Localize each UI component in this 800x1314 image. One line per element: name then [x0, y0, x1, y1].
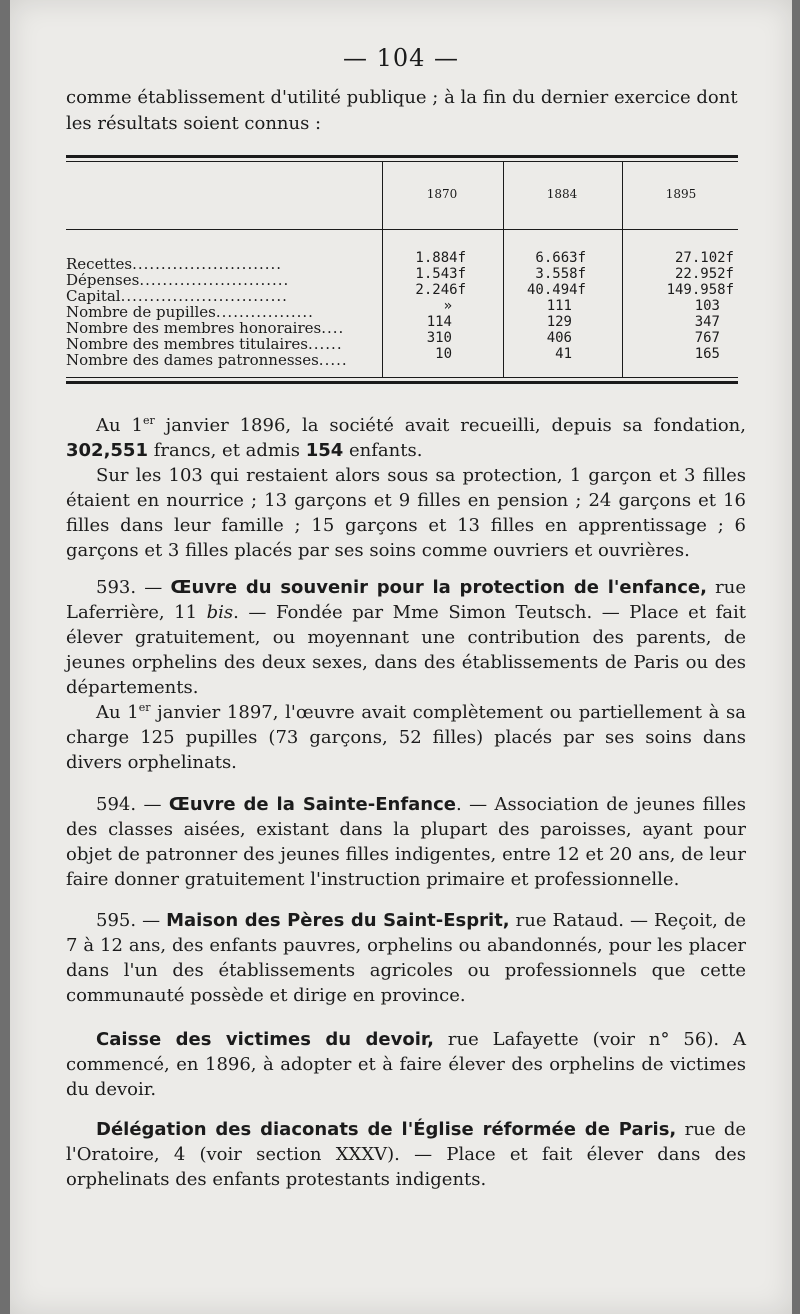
- column-divider: [503, 162, 504, 377]
- column-divider: [382, 162, 383, 377]
- cell-pupilles-1884: 111: [546, 298, 572, 314]
- entry-593-paragraph: 593. — Œuvre du souvenir pour la protection de l'enfance, rue Laferrière, 11 bis. — Fondée par Mme Simon Teutsch. — Place et fait élever gratuitement, ou moyennant une contribution des parents, de jeunes orphelins des deux sexes, dans des établissements de Paris ou des départements.: [66, 577, 746, 698]
- cell-dames-1884: 41: [555, 346, 572, 362]
- summary-paragraph: Au 1er janvier 1896, la société avait recueilli, depuis sa fondation, 302,551 francs, et admis 154 enfants.: [66, 414, 746, 461]
- entry-delegation-paragraph: Délégation des diaconats de l'Église réformée de Paris, rue de l'Oratoire, 4 (voir section XXXV). — Place et fait élever dans des orphelinats des enfants protestants indigents.: [66, 1119, 747, 1190]
- book-page: [10, 0, 792, 1314]
- cell-depenses-1870: 1.543f: [415, 266, 466, 282]
- entry-594: [66, 792, 746, 892]
- cell-titulaires-1884: 406: [546, 330, 572, 346]
- cell-depenses-1895: 22.952f: [674, 266, 734, 282]
- cell-recettes-1884: 6.663f: [535, 250, 586, 266]
- column-header-1895: 1895: [665, 187, 697, 201]
- entry-caisse: [66, 1027, 746, 1102]
- column-divider: [622, 162, 623, 377]
- entry-delegation-title: Délégation des diaconats de l'Église réformée de Paris,: [96, 1119, 677, 1140]
- row-label-recettes: Recettes..........................: [66, 257, 283, 272]
- cell-titulaires-1870: 310: [426, 330, 452, 346]
- entry-delegation: [66, 1117, 746, 1192]
- row-label-titulaires: Nombre des membres titulaires......: [66, 337, 343, 352]
- entry-caisse-title: Caisse des victimes du devoir,: [96, 1029, 434, 1050]
- entry-594-title: Œuvre de la Sainte-Enfance: [168, 794, 456, 815]
- cell-pupilles-1895: 103: [694, 298, 720, 314]
- row-label-pupilles: Nombre de pupilles.................: [66, 305, 314, 320]
- cell-honoraires-1895: 347: [694, 314, 720, 330]
- row-label-dames: Nombre des dames patronnesses.....: [66, 353, 348, 368]
- cell-titulaires-1895: 767: [694, 330, 720, 346]
- cell-dames-1895: 165: [694, 346, 720, 362]
- entry-595-title: Maison des Pères du Saint-Esprit,: [166, 910, 510, 931]
- table-top-rule-thin: [66, 161, 738, 162]
- table-bottom-rule-thin: [66, 377, 738, 378]
- table-bottom-rule: [66, 381, 738, 384]
- table-header-rule: [66, 229, 738, 230]
- cell-recettes-1895: 27.102f: [674, 250, 734, 266]
- table-top-rule: [66, 155, 738, 158]
- page-number: — 104 —: [342, 44, 460, 72]
- cell-depenses-1884: 3.558f: [535, 266, 586, 282]
- entry-595: [66, 908, 746, 1008]
- cell-honoraires-1884: 129: [546, 314, 572, 330]
- entry-593-title: Œuvre du souvenir pour la protection de l'enfance,: [170, 577, 707, 598]
- column-header-1870: 1870: [426, 187, 458, 201]
- cell-pupilles-1870: »: [443, 298, 452, 314]
- cell-recettes-1870: 1.884f: [415, 250, 466, 266]
- entry-caisse-paragraph: Caisse des victimes du devoir, rue Lafayette (voir n° 56). A commencé, en 1896, à adopter et à faire élever des orphelins de victimes du devoir.: [66, 1029, 746, 1100]
- row-label-capital: Capital.............................: [66, 289, 288, 304]
- cell-capital-1895: 149.958f: [666, 282, 734, 298]
- summary-section: [66, 413, 746, 563]
- intro-text: comme établissement d'utilité publique ; à la fin du dernier exercice dont les résultats soient connus :: [66, 87, 738, 134]
- cell-capital-1884: 40.494f: [526, 282, 586, 298]
- entry-593-paragraph-2: Au 1er janvier 1897, l'œuvre avait complètement ou partiellement à sa charge 125 pupilles (73 garçons, 52 filles) placés par ses soins dans divers orphelinats.: [66, 701, 747, 773]
- row-label-honoraires: Nombre des membres honoraires....: [66, 321, 345, 336]
- total-amount: 302,551: [66, 440, 148, 461]
- children-count: 154: [305, 440, 344, 461]
- cell-capital-1870: 2.246f: [415, 282, 466, 298]
- statistics-table: [66, 155, 738, 408]
- entry-594-paragraph: 594. — Œuvre de la Sainte-Enfance. — Association de jeunes filles des classes aisées, existant dans la plupart des paroisses, ayant pour objet de patronner des jeunes filles indigentes, entre 12 et 20 ans, de leur faire donner gratuitement l'instruction primaire et professionnelle.: [66, 794, 746, 890]
- column-header-1884: 1884: [546, 187, 578, 201]
- placement-paragraph: Sur les 103 qui restaient alors sous sa protection, 1 garçon et 3 filles étaient en nourrice ; 13 garçons et 9 filles en pension ; 24 garçons et 16 filles dans leur famille ; 15 garçons et 13 filles en apprentissage ; 6 garçons et 3 filles placés par ses soins comme ouvriers et ouvrières.: [66, 465, 746, 561]
- cell-dames-1870: 10: [435, 346, 452, 362]
- entry-593: [66, 575, 746, 775]
- row-label-depenses: Dépenses..........................: [66, 273, 290, 288]
- entry-595-paragraph: 595. — Maison des Pères du Saint-Esprit, rue Rataud. — Reçoit, de 7 à 12 ans, des enfants pauvres, orphelins ou abandonnés, pour les placer dans l'un des établissements agricoles ou professionnels que cette communauté possède et dirige en province.: [66, 910, 746, 1006]
- cell-honoraires-1870: 114: [426, 314, 452, 330]
